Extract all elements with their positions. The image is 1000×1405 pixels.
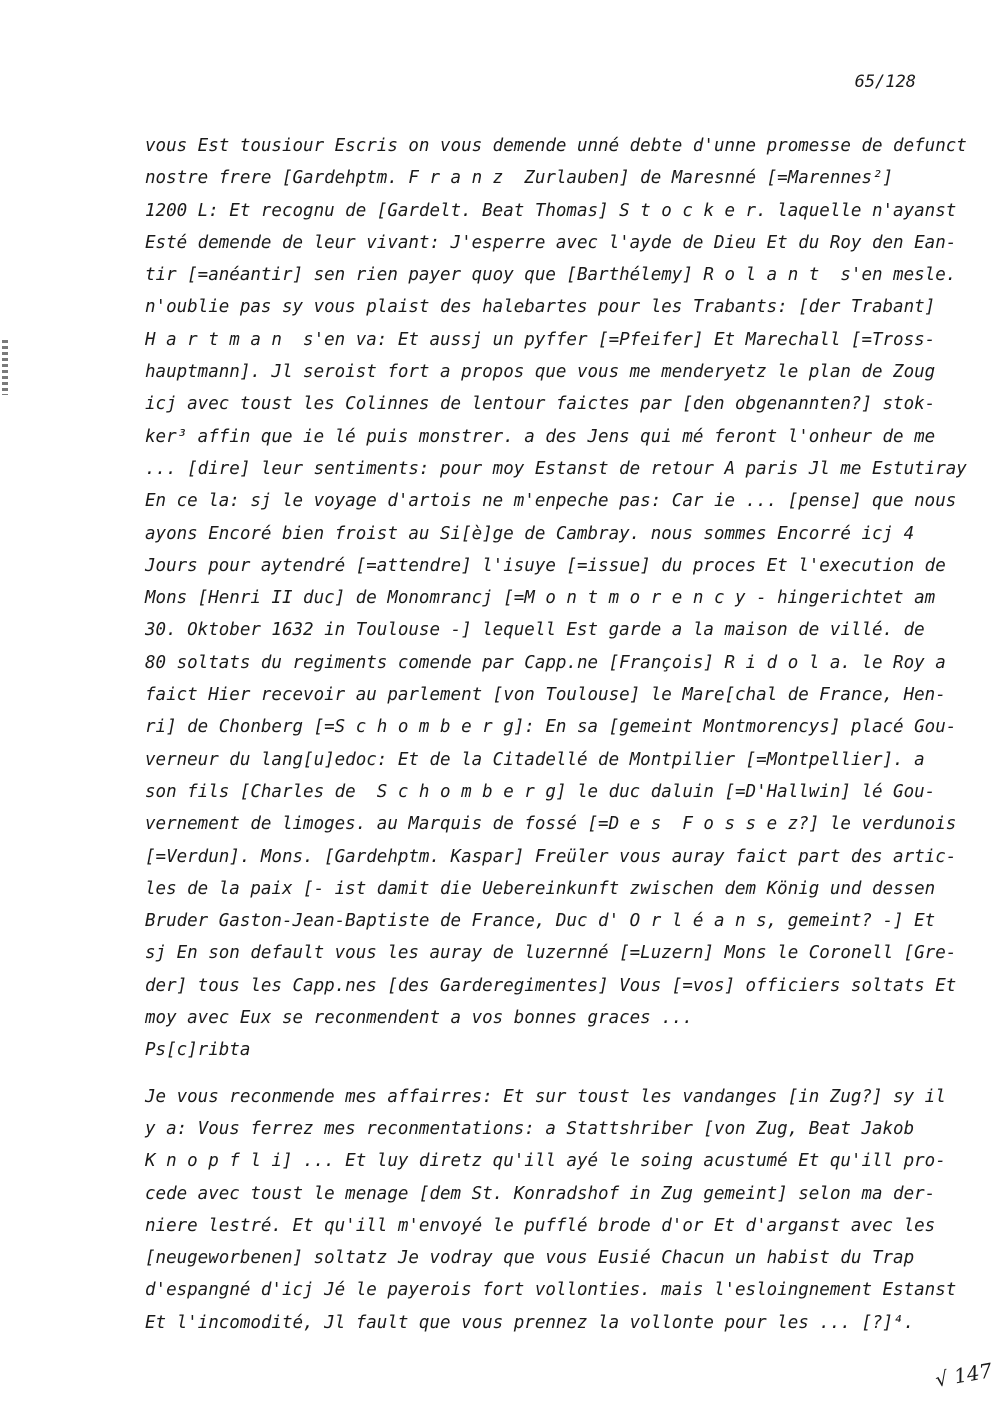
text-line: Et l'incomodité, Jl fault que vous prennez la vollonte pour les ... [?]⁴. — [145, 1312, 915, 1333]
text-line — [145, 1067, 935, 1081]
text-line: H a r t m a n s'en va: Et aussj un pyffer [=Pfeifer] Et Marechall [=Tross- — [145, 329, 936, 350]
text-line: ... [dire] leur sentiments: pour moy Estanst de retour A paris Jl me Estutiray — [145, 458, 967, 479]
text-line: Je vous reconmende mes affairres: Et sur toust les vandanges [in Zug?] sy il — [145, 1086, 946, 1107]
text-line: [neugeworbenen] soltatz Je vodray que vous Eusié Chacun un habist du Trap — [145, 1248, 915, 1269]
text-line: faict Hier recevoir au parlement [von Toulouse] le Mare[chal de France, Hen- — [145, 685, 946, 706]
text-line: n'oublie pas sy vous plaist des halebartes pour les Trabants: [der Trabant] — [145, 297, 936, 318]
text-line: y a: Vous ferrez mes reconmentations: a Stattshriber [von Zug, Beat Jakob — [145, 1118, 915, 1139]
page-number: 65/128 — [854, 72, 916, 92]
text-line: son fils [Charles de S c h o m b e r g] le duc daluin [=D'Hallwin] lé Gou- — [145, 781, 936, 802]
margin-stamp-mark — [2, 340, 8, 395]
text-line: nostre frere [Gardehptm. F r a n z Zurlauben] de Maresnné [=Marennes²] — [145, 168, 894, 189]
text-line: ayons Encoré bien froist au Si[è]ge de Cambray. nous sommes Encorré icj 4 — [145, 523, 915, 544]
text-line: Bruder Gaston-Jean-Baptiste de France, Duc d' O r l é a n s, gemeint? -] Et — [145, 911, 936, 932]
text-line: Ps[c]ribta — [145, 1040, 251, 1061]
text-line: En ce la: sj le voyage d'artois ne m'enpeche pas: Car ie ... [pense] que nous — [145, 491, 957, 512]
handwritten-folio-note: √ 147 — [933, 1358, 994, 1392]
text-line: der] tous les Capp.nes [des Garderegimentes] Vous [=vos] officiers soltats Et — [145, 975, 957, 996]
text-line: icj avec toust les Colinnes de lentour faictes par [den obgenannten?] stok- — [145, 394, 936, 415]
text-line: sj En son default vous les auray de luzernné [=Luzern] Mons le Coronell [Gre- — [145, 943, 957, 964]
text-line: 1200 L: Et recognu de [Gardelt. Beat Thomas] S t o c k e r. laquelle n'ayanst — [145, 200, 957, 221]
letter-body — [145, 130, 967, 1339]
text-line: K n o p f l i] ... Et luy diretz qu'ill ayé le soing acustumé Et qu'ill pro- — [145, 1151, 946, 1172]
text-line: hauptmann]. Jl seroist fort a propos que vous me menderyetz le plan de Zoug — [145, 362, 936, 383]
text-line: ker³ affin que ie lé puis monstrer. a des Jens qui mé feront l'onheur de me — [145, 426, 936, 447]
text-line: 30. Oktober 1632 in Toulouse -] lequell Est garde a la maison de villé. de — [145, 620, 925, 641]
text-line: moy avec Eux se reconmendent a vos bonnes graces ... — [145, 1008, 693, 1029]
text-line: les de la paix [- ist damit die Uebereinkunft zwischen dem König und dessen — [145, 878, 936, 899]
text-line: Esté demende de leur vivant: J'esperre avec l'ayde de Dieu Et du Roy den Ean- — [145, 232, 957, 253]
text-line: d'espangné d'icj Jé le payerois fort vollonties. mais l'esloingnement Estanst — [145, 1280, 957, 1301]
text-line: cede avec toust le menage [dem St. Konradshof in Zug gemeint] selon ma der- — [145, 1183, 936, 1204]
text-line: ri] de Chonberg [=S c h o m b e r g]: En sa [gemeint Montmorencys] placé Gou- — [145, 717, 957, 738]
text-line: verneur du lang[u]edoc: Et de la Citadellé de Montpilier [=Montpellier]. a — [145, 749, 925, 770]
text-line: vernement de limoges. au Marquis de fossé [=D e s F o s s e z?] le verdunois — [145, 814, 957, 835]
text-line: Jours pour aytendré [=attendre] l'isuye [=issue] du proces Et l'execution de — [145, 555, 946, 576]
text-line: [=Verdun]. Mons. [Gardehptm. Kaspar] Freüler vous auray faict part des artic- — [145, 846, 957, 867]
text-line: niere lestré. Et qu'ill m'envoyé le pufflé brode d'or Et d'arganst avec les — [145, 1215, 936, 1236]
text-line: tir [=anéantir] sen rien payer quoy que [Barthélemy] R o l a n t s'en mesle. — [145, 265, 957, 286]
text-line: 80 soltats du regiments comende par Capp.ne [François] R i d o l a. le Roy a — [145, 652, 946, 673]
text-line: vous Est tousiour Escris on vous demende unné debte d'unne promesse de defunct — [145, 136, 967, 156]
text-line: Mons [Henri II duc] de Monomrancj [=M o n t m o r e n c y - hingerichtet am — [145, 588, 936, 609]
